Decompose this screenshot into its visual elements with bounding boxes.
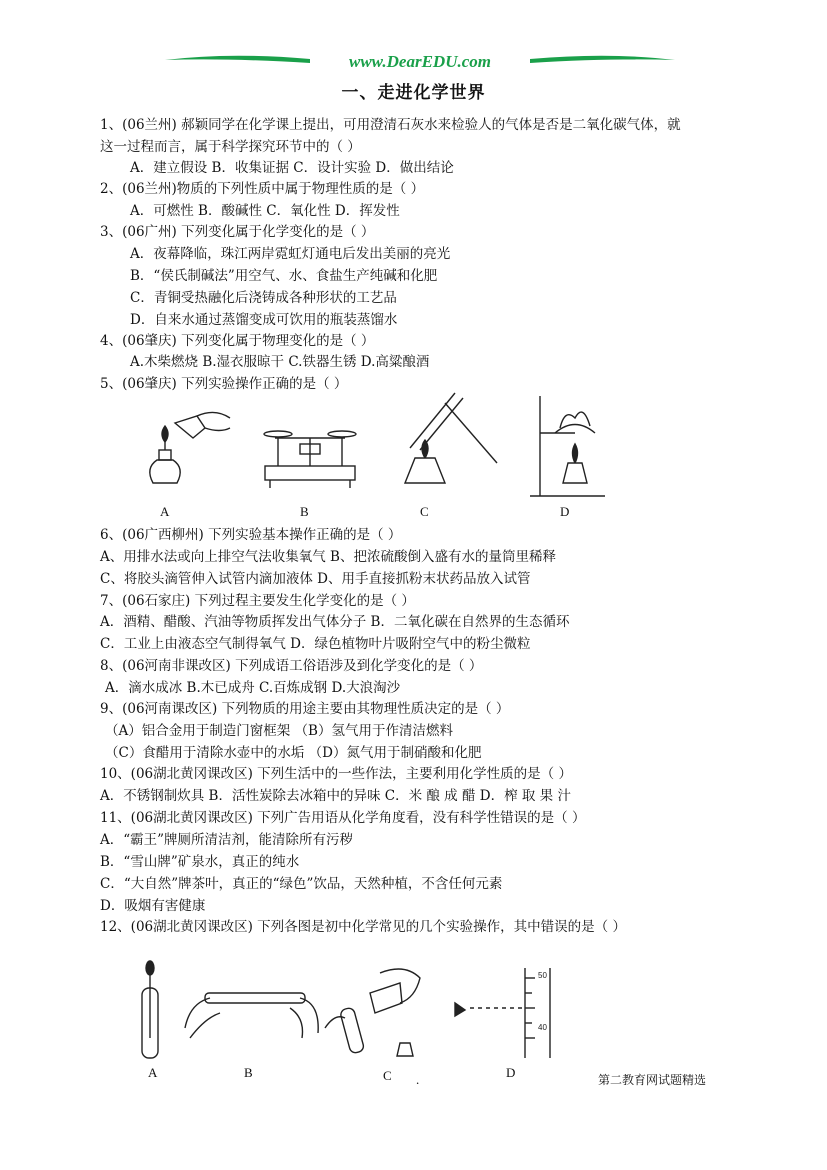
- banner-right-swoosh: [530, 56, 675, 63]
- text-line: B．“侯氏制碱法”用空气、水、食盐生产纯碱和化肥: [130, 268, 438, 284]
- figure-label: C: [383, 1068, 392, 1083]
- figure-label: B: [300, 504, 309, 519]
- text-line: 10、(06湖北黄冈课改区) 下列生活中的一些作法，主要利用化学性质的是（ ）: [100, 766, 572, 782]
- text-line: A．酒精、醋酸、汽油等物质挥发出气体分子 B．二氧化碳在自然界的生态循环: [100, 614, 570, 630]
- text-line: C．青铜受热融化后浇铸成各种形状的工艺品: [130, 290, 397, 306]
- text-line: D．自来水通过蒸馏变成可饮用的瓶装蒸馏水: [130, 312, 398, 328]
- q12-hands-holding-tube: [185, 993, 318, 1038]
- cylinder-mark-50: 50: [538, 971, 547, 980]
- figure-label: D: [560, 504, 570, 519]
- text-line: D．吸烟有害健康: [100, 898, 206, 914]
- text-line: （C）食醋用于清除水壶中的水垢 （D）氮气用于制硝酸和化肥: [105, 745, 482, 761]
- q5-balance: [264, 431, 356, 488]
- text-line: A．建立假设 B．收集证据 C．设计实验 D．做出结论: [130, 160, 454, 176]
- text-line: 11、(06湖北黄冈课改区) 下列广告用语从化学角度看，没有科学性错误的是（ ）: [100, 810, 586, 826]
- text-line: 3、(06广州) 下列变化属于化学变化的是（ ）: [100, 224, 375, 240]
- q5-alcohol-lamp: [150, 412, 230, 483]
- text-line: 12、(06湖北黄冈课改区) 下列各图是初中化学常见的几个实验操作，其中错误的是（ ）: [100, 919, 626, 935]
- page-title: 一、走进化学世界: [341, 83, 486, 103]
- text-line: C．“大自然”牌茶叶，真正的“绿色”饮品，天然种植，不含任何元素: [100, 876, 503, 892]
- figure-label: B: [244, 1065, 253, 1080]
- text-line: 4、(06肇庆) 下列变化属于物理变化的是（ ）: [100, 333, 375, 349]
- q12-pouring-into-tube: [325, 969, 420, 1056]
- text-line: 8、(06河南非课改区) 下列成语工俗语涉及到化学变化的是（ ）: [100, 658, 483, 674]
- text-line: 7、(06石家庄) 下列过程主要发生化学变化的是（ ）: [100, 593, 415, 609]
- site-url[interactable]: www.DearEDU.com: [349, 52, 491, 71]
- text-line: A、用排水法或向上排空气法收集氧气 B、把浓硫酸倒入盛有水的量筒里稀释: [100, 549, 556, 565]
- text-line: A．“霸王”牌厕所清洁剂，能清除所有污秽: [100, 832, 354, 848]
- figure-label: D: [506, 1065, 516, 1080]
- text-line: A．不锈钢制炊具 B．活性炭除去冰箱中的异味 C．米 酿 成 醋 D．榨 取 果 汁: [100, 788, 571, 804]
- figure-label: C: [420, 504, 429, 519]
- text-line: 6、(06广西柳州) 下列实验基本操作正确的是（ ）: [100, 527, 402, 543]
- q12-figure: [130, 958, 560, 1063]
- text-line: A．夜幕降临，珠江两岸霓虹灯通电后发出美丽的亮光: [130, 246, 451, 262]
- text-line: A．可燃性 B．酸碱性 C．氧化性 D．挥发性: [130, 203, 400, 219]
- q12-dropper-in-tube: [142, 961, 158, 1058]
- text-line: 5、(06肇庆) 下列实验操作正确的是（ ）: [100, 376, 348, 392]
- footer-source: 第二教育网试题精选: [598, 1073, 707, 1087]
- text-line: （A）铝合金用于制造门窗框架 （B）氢气用于作清洁燃料: [105, 723, 453, 739]
- text-line: C、将胶头滴管伸入试管内滴加液体 D、用手直接抓粉末状药品放入试管: [100, 571, 531, 587]
- q5-figure: [135, 388, 605, 500]
- text-line: 这一过程而言，属于科学探究环节中的（ ）: [100, 139, 361, 155]
- footer-dot: .: [416, 1072, 420, 1087]
- banner-left-swoosh: [165, 56, 310, 63]
- q12-graduated-cylinder: [455, 968, 550, 1058]
- q5-test-tube-heating: [405, 393, 497, 483]
- figure-label: A: [160, 504, 170, 519]
- text-line: A．滴水成冰 B.木已成舟 C.百炼成钢 D.大浪淘沙: [105, 680, 401, 696]
- text-line: 1、(06兰州) 郝颖同学在化学课上提出，可用澄清石灰水来检验人的气体是否是二氧化碳气体，就: [100, 117, 681, 133]
- text-line: A.木柴燃烧 B.湿衣服晾干 C.铁器生锈 D.高粱酿酒: [130, 354, 430, 370]
- site-banner: [160, 50, 680, 76]
- q5-stand-heating: [530, 396, 605, 496]
- text-line: C．工业上由液态空气制得氧气 D．绿色植物叶片吸附空气中的粉尘微粒: [100, 636, 531, 652]
- cylinder-mark-40: 40: [538, 1023, 547, 1032]
- text-line: B．“雪山牌”矿泉水，真正的纯水: [100, 854, 300, 870]
- text-line: 2、(06兰州)物质的下列性质中属于物理性质的是（ ）: [100, 181, 425, 197]
- text-line: 9、(06河南课改区) 下列物质的用途主要由其物理性质决定的是（ ）: [100, 701, 510, 717]
- figure-label: A: [148, 1065, 158, 1080]
